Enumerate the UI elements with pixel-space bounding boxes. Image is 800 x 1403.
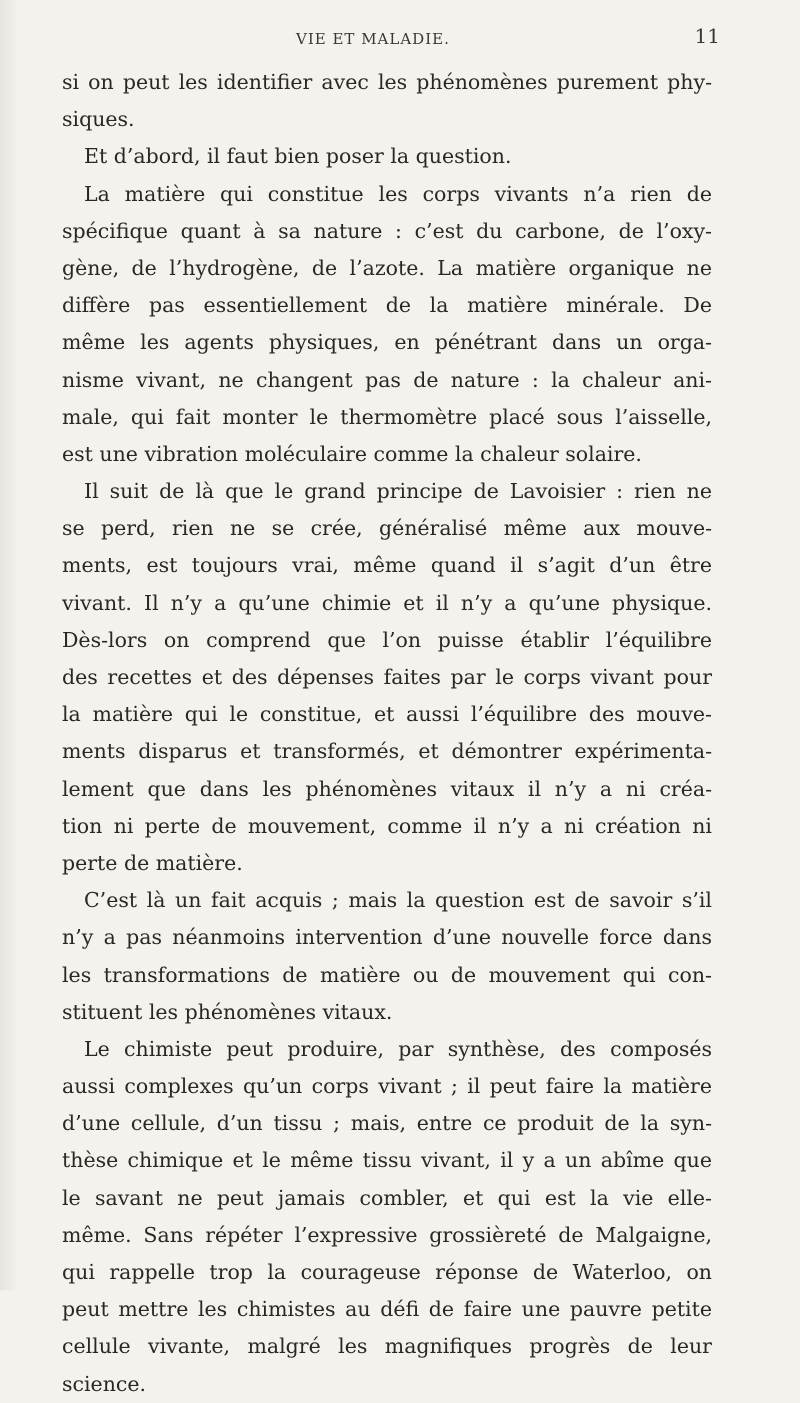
text-line: qui rappelle trop la courageuse réponse de Waterloo, on (62, 1260, 712, 1284)
text-line: peut mettre les chimistes au défi de faire une pauvre petite (62, 1297, 712, 1322)
text-line: le savant ne peut jamais combler, et qui est la vie elle- (62, 1185, 712, 1210)
text-line: Dès-lors on comprend que l’on puisse établir l’équilibre (62, 627, 712, 652)
text-line: ments disparus et transformés, et démontrer expérimenta- (62, 739, 712, 764)
text-line: lement que dans les phénomènes vitaux il n’y a ni créa- (62, 776, 712, 801)
text-line: les transformations de matière ou de mouvement qui con- (62, 962, 712, 987)
running-head: VIE ET MALADIE. (296, 30, 450, 48)
page-header (0, 22, 800, 52)
text-line: perte de matière. (62, 850, 243, 875)
text-line: diffère pas essentiellement de la matière minérale. De (62, 293, 712, 318)
text-line: gène, de l’hydrogène, de l’azote. La matière organique ne (62, 255, 712, 280)
text-line: vivant. Il n’y a qu’une chimie et il n’y a qu’une physique. (62, 590, 712, 615)
text-line: siques. (62, 107, 135, 132)
text-line: d’une cellule, d’un tissu ; mais, entre ce produit de la syn- (62, 1111, 712, 1136)
text-line: nisme vivant, ne changent pas de nature : la chaleur ani- (62, 367, 712, 392)
text-line: ments, est toujours vrai, même quand il s’agit d’un être (62, 553, 712, 578)
text-line: male, qui fait monter le thermomètre placé sous l’aisselle, (62, 404, 712, 429)
text-line: science. (62, 1371, 147, 1396)
page-number: 11 (694, 24, 720, 48)
text-line: n’y a pas néanmoins intervention d’une nouvelle force dans (62, 925, 712, 950)
text-line: cellule vivante, malgré les magnifiques progrès de leur (62, 1334, 712, 1359)
text-line: la matière qui le constitue, et aussi l’équilibre des mouve- (62, 702, 712, 727)
text-line: tion ni perte de mouvement, comme il n’y a ni création ni (62, 813, 712, 838)
text-line: stituent les phénomènes vitaux. (62, 999, 393, 1024)
text-line: si on peut les identifier avec les phénomènes purement phy- (62, 70, 712, 94)
text-line: même les agents physiques, en pénétrant dans un orga- (62, 330, 712, 355)
text-line: même. Sans répéter l’expressive grossièreté de Malgaigne, (62, 1222, 712, 1247)
text-line: est une vibration moléculaire comme la chaleur solaire. (62, 441, 642, 466)
text-line: aussi complexes qu’un corps vivant ; il peut faire la matière (62, 1074, 712, 1099)
text-line: Le chimiste peut produire, par synthèse, des composés (84, 1036, 712, 1061)
text-line: spécifique quant à sa nature : c’est du carbone, de l’oxy- (62, 218, 712, 243)
text-line: C’est là un fait acquis ; mais la question est de savoir s’il (84, 888, 712, 913)
text-line: Il suit de là que le grand principe de Lavoisier : rien ne (84, 479, 712, 504)
text-line: des recettes et des dépenses faites par le corps vivant pour (62, 665, 712, 689)
body-text (62, 64, 712, 1403)
text-line: se perd, rien ne se crée, généralisé même aux mouve- (62, 516, 712, 541)
text-line: La matière qui constitue les corps vivants n’a rien de (84, 181, 712, 206)
text-line: Et d’abord, il faut bien poser la question. (84, 144, 512, 169)
text-line: thèse chimique et le même tissu vivant, il y a un abîme que (62, 1148, 712, 1173)
